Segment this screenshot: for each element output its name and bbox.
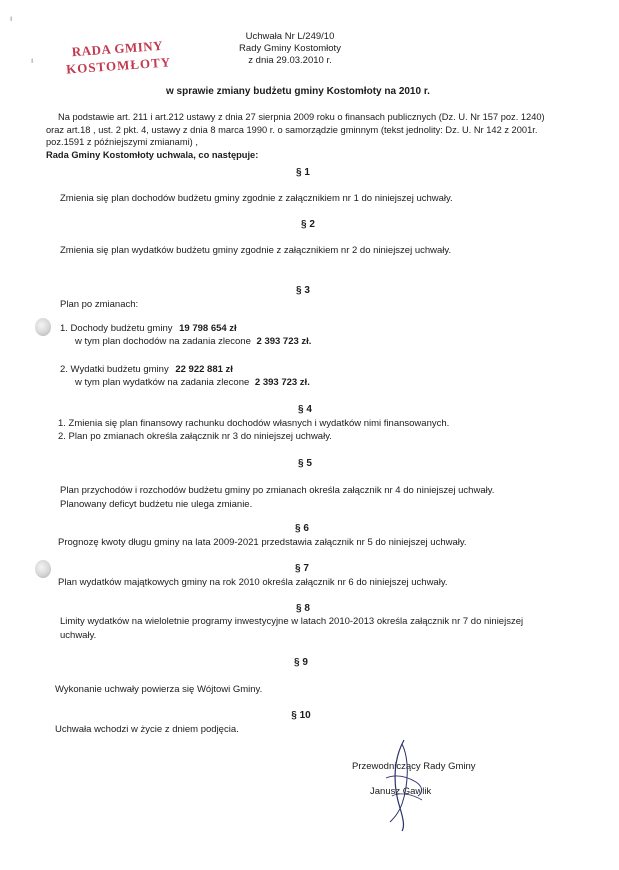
punch-hole [35,560,51,578]
section-4-line: 1. Zmienia się plan finansowy rachunku dochodów własnych i wydatków nimi finansowanych. [58,418,450,429]
section-5-line: Planowany deficyt budżetu nie ulega zmianie. [60,499,253,510]
signature-name: Janusz Gawlik [370,786,432,797]
section-3-intro: Plan po zmianach: [60,299,139,310]
section-2-text: Zmienia się plan wydatków budżetu gminy zgodnie z załącznikiem nr 2 do niniejszej uchwały. [60,245,452,256]
preamble-line: Na podstawie art. 211 i art.212 ustawy z dnia 27 sierpnia 2009 roku o finansach publicznych (Dz. U. Nr 157 poz. 1240) [58,112,545,122]
section-4-label: § 4 [298,404,312,415]
revenue-total: 19 798 654 zł [179,323,237,334]
council-stamp: RADA GMINY KOSTOMŁOTY [65,37,172,77]
preamble [46,111,558,161]
section-8-line: Limity wydatków na wieloletnie programy inwestycyjne w latach 2010-2013 określa załącznik nr 7 do niniejszej [60,616,524,627]
scan-mark: ı [31,56,34,65]
section-6-label: § 6 [295,523,309,534]
section-5-line: Plan przychodów i rozchodów budżetu gminy po zmianach określa załącznik nr 4 do niniejszej uchwały. [60,485,495,496]
section-1-label: § 1 [296,167,310,178]
signature-title: Przewodniczący Rady Gminy [352,761,476,772]
preamble-line: poz.1591 z późniejszymi zmianami) , Rada Gminy Kostomłoty uchwala, co następuje: [46,137,259,160]
section-8-label: § 8 [296,603,310,614]
plan-item-revenue-commissioned: w tym plan dochodów na zadania zlecone 2 393 723 zł. [75,336,312,347]
section-7-text: Plan wydatków majątkowych gminy na rok 2010 określa załącznik nr 6 do niniejszej uchwały. [58,577,448,588]
resolution-date: z dnia 29.03.2010 r. [248,55,332,66]
expenses-commissioned-value: 2 393 723 zł. [254,377,310,388]
revenue-commissioned-value: 2 393 723 zł. [256,336,312,347]
section-2-label: § 2 [301,219,315,230]
preamble-enactment: Rada Gminy Kostomłoty uchwala, co następuje: [46,149,259,160]
plan-item-revenue: 1. Dochody budżetu gminy 19 798 654 zł [60,323,237,334]
section-1-text: Zmienia się plan dochodów budżetu gminy zgodnie z załącznikiem nr 1 do niniejszej uchwały. [60,193,453,204]
handwritten-signature [372,738,442,833]
section-9-text: Wykonanie uchwały powierza się Wójtowi Gminy. [55,684,263,695]
section-7-label: § 7 [295,563,309,574]
scan-mark: ı [10,14,13,23]
resolution-header [200,31,380,67]
plan-item-expenses-commissioned: w tym plan wydatków na zadania zlecone 2 393 723 zł. [75,377,310,388]
section-9-label: § 9 [294,657,308,668]
section-10-text: Uchwała wchodzi w życie z dniem podjęcia. [55,724,239,735]
resolution-subject: w sprawie zmiany budżetu gminy Kostomłoty na 2010 r. [166,86,430,97]
section-10-label: § 10 [291,710,311,721]
section-5-label: § 5 [298,458,312,469]
section-3-label: § 3 [296,285,310,296]
expenses-total: 22 922 881 zł [175,364,233,375]
punch-hole [35,318,51,336]
section-8-line: uchwały. [60,630,97,641]
plan-item-expenses: 2. Wydatki budżetu gminy 22 922 881 zł [60,364,233,375]
resolution-number: Uchwała Nr L/249/10 [245,31,335,42]
section-6-text: Prognozę kwoty długu gminy na lata 2009-2021 przedstawia załącznik nr 5 do niniejszej uchwały. [58,537,467,548]
preamble-line: oraz art.18 , ust. 2 pkt. 4, ustawy z dnia 8 marca 1990 r. o samorządzie gminnym (tekst jednolity: Dz. U. Nr 142 z 2001r. [46,124,538,135]
resolution-body: Rady Gminy Kostomłoty [239,43,341,54]
section-4-line: 2. Plan po zmianach określa załącznik nr 3 do niniejszej uchwały. [58,431,332,442]
